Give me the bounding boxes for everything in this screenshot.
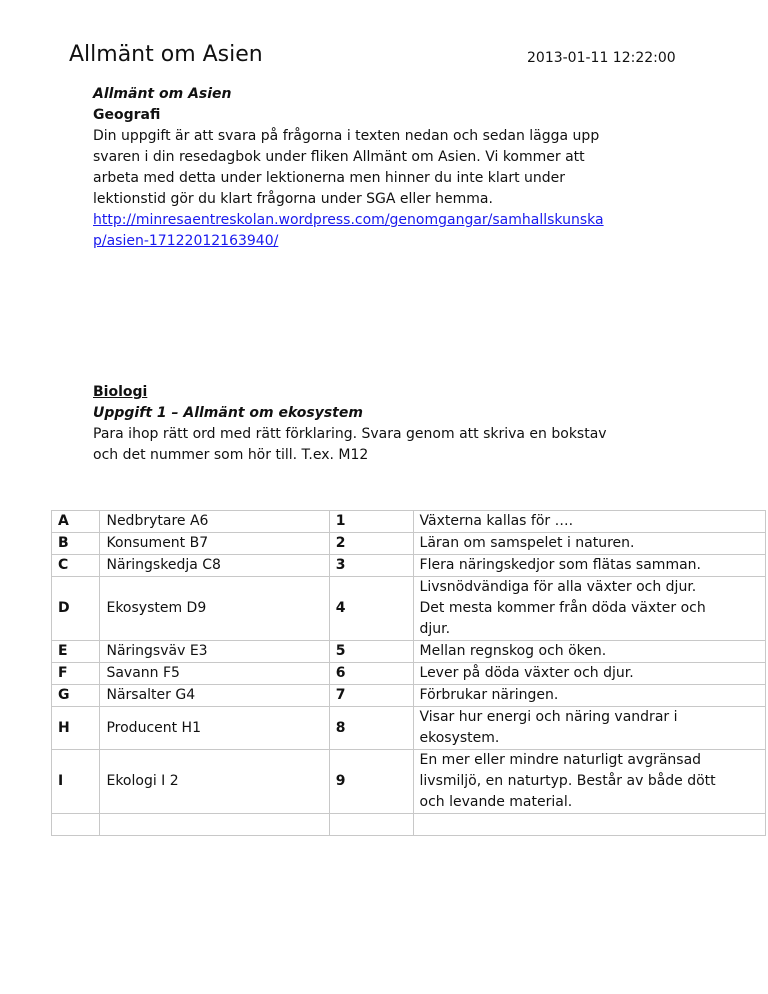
description-line: Livsnödvändiga för alla växter och djur.: [419, 579, 697, 595]
description-line: Läran om samspelet i naturen.: [419, 535, 635, 551]
instruction-line: arbeta med detta under lektionerna men hinner du inte klart under: [93, 170, 566, 186]
empty-cell: [413, 814, 765, 836]
instruction-line: svaren i din resedagbok under fliken Allmänt om Asien. Vi kommer att: [93, 149, 585, 165]
row-letter: B: [52, 533, 100, 555]
row-term: Producent H1: [100, 707, 329, 750]
description-line: djur.: [419, 621, 451, 637]
row-term: Savann F5: [100, 663, 329, 685]
row-description: [413, 707, 765, 750]
task-instruction-line: Para ihop rätt ord med rätt förklaring. Svara genom att skriva en bokstav: [93, 426, 607, 442]
row-letter: E: [52, 641, 100, 663]
row-description: [413, 685, 765, 707]
row-letter: A: [52, 511, 100, 533]
row-number: 6: [329, 663, 413, 685]
row-description: [413, 663, 765, 685]
table-row: [52, 750, 766, 814]
row-description: [413, 511, 765, 533]
biologi-section: [93, 382, 693, 466]
row-letter: I: [52, 750, 100, 814]
description-line: Mellan regnskog och öken.: [419, 643, 607, 659]
matching-table-body: [52, 511, 766, 836]
table-row: [52, 511, 766, 533]
table-row: [52, 555, 766, 577]
table-row: [52, 707, 766, 750]
row-number: 3: [329, 555, 413, 577]
description-line: En mer eller mindre naturligt avgränsad: [419, 752, 702, 768]
geografi-section: [93, 84, 693, 252]
description-line: Det mesta kommer från döda växter och: [419, 600, 706, 616]
row-number: 8: [329, 707, 413, 750]
row-term: Konsument B7: [100, 533, 329, 555]
table-row: [52, 685, 766, 707]
row-number: 4: [329, 577, 413, 641]
description-line: och levande material.: [419, 794, 573, 810]
row-term: Ekosystem D9: [100, 577, 329, 641]
row-description: [413, 577, 765, 641]
row-letter: D: [52, 577, 100, 641]
row-term: Näringsväv E3: [100, 641, 329, 663]
document-title: Allmänt om Asien: [69, 42, 263, 67]
asia-link-line[interactable]: p/asien-17122012163940/: [93, 233, 279, 249]
table-row: [52, 663, 766, 685]
row-letter: C: [52, 555, 100, 577]
row-description: [413, 533, 765, 555]
task-instruction-line: och det nummer som hör till. T.ex. M12: [93, 447, 369, 463]
empty-cell: [100, 814, 329, 836]
description-line: Växterna kallas för ….: [419, 513, 574, 529]
table-row: [52, 577, 766, 641]
row-term: Nedbrytare A6: [100, 511, 329, 533]
geografi-heading: Geografi: [93, 107, 161, 123]
table-row: [52, 641, 766, 663]
document-timestamp: 2013-01-11 12:22:00: [527, 50, 676, 66]
row-letter: F: [52, 663, 100, 685]
asia-link-line[interactable]: http://minresaentreskolan.wordpress.com/genomgangar/samhallskunska: [93, 212, 604, 228]
row-number: 9: [329, 750, 413, 814]
section-subtitle: Allmänt om Asien: [93, 86, 232, 102]
matching-table: [51, 510, 766, 836]
row-description: [413, 750, 765, 814]
empty-cell: [52, 814, 100, 836]
row-number: 1: [329, 511, 413, 533]
empty-table-row: [52, 814, 766, 836]
description-line: Förbrukar näringen.: [419, 687, 559, 703]
biologi-heading: Biologi: [93, 384, 148, 400]
row-number: 7: [329, 685, 413, 707]
row-term: Näringskedja C8: [100, 555, 329, 577]
empty-cell: [329, 814, 413, 836]
row-description: [413, 641, 765, 663]
row-term: Ekologi I 2: [100, 750, 329, 814]
instruction-line: lektionstid gör du klart frågorna under SGA eller hemma.: [93, 191, 493, 207]
row-number: 5: [329, 641, 413, 663]
description-line: ekosystem.: [419, 730, 500, 746]
description-line: Visar hur energi och näring vandrar i: [419, 709, 678, 725]
row-letter: H: [52, 707, 100, 750]
task-title: Uppgift 1 – Allmänt om ekosystem: [93, 405, 363, 421]
description-line: Flera näringskedjor som flätas samman.: [419, 557, 701, 573]
row-term: Närsalter G4: [100, 685, 329, 707]
page-header: [0, 0, 768, 80]
description-line: livsmiljö, en naturtyp. Består av både dött: [419, 773, 716, 789]
row-number: 2: [329, 533, 413, 555]
instruction-line: Din uppgift är att svara på frågorna i texten nedan och sedan lägga upp: [93, 128, 600, 144]
description-line: Lever på döda växter och djur.: [419, 665, 634, 681]
row-description: [413, 555, 765, 577]
table-row: [52, 533, 766, 555]
asia-link[interactable]: [93, 210, 693, 252]
row-letter: G: [52, 685, 100, 707]
